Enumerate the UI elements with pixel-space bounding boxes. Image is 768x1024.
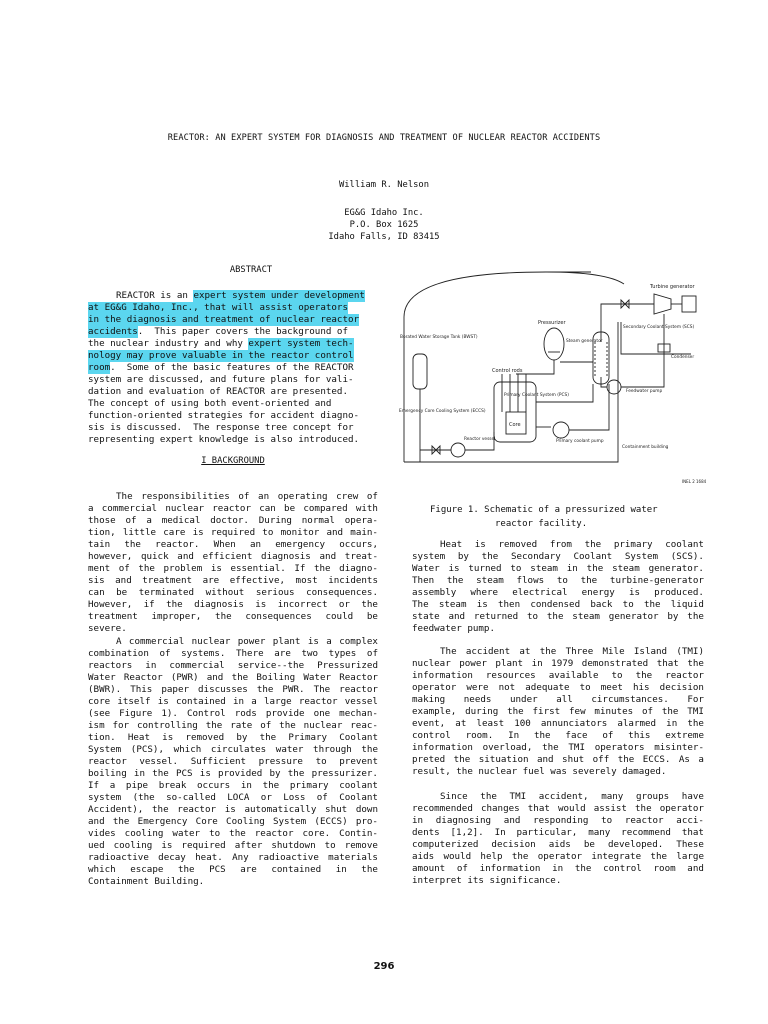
coolant-pump-shape bbox=[553, 422, 569, 438]
text-line: (BWR). This paper discusses the PWR. The reactor bbox=[88, 684, 378, 695]
text-line: However, if the diagnosis is incorrect or the bbox=[88, 599, 378, 610]
text-line: (see Figure 1). Control rods provide one mechan- bbox=[88, 708, 378, 719]
highlighted-text: expert system tech- bbox=[248, 338, 354, 349]
text-line: example, during the first few minutes of the TMI bbox=[412, 706, 704, 717]
text-line: information resources available to the reactor bbox=[412, 670, 704, 681]
highlighted-text: room bbox=[88, 362, 111, 373]
abstract-line bbox=[88, 314, 378, 326]
background-paragraph-2 bbox=[88, 636, 378, 888]
text-line: and the Emergency Core Cooling System (ECCS) pro- bbox=[88, 816, 378, 827]
highlighted-text: nology may prove valuable in the reactor control bbox=[88, 350, 354, 361]
text-line: those of a medical doctor. During normal opera- bbox=[88, 515, 378, 526]
abstract-text: the nuclear industry and why bbox=[88, 338, 249, 349]
text-line: in diagnosing and responding to reactor acci- bbox=[412, 815, 704, 826]
generator-box bbox=[682, 296, 696, 312]
text-line: Then the steam flows to the turbine-generator bbox=[412, 575, 704, 586]
text-line: System (PCS), which circulates water through the bbox=[88, 744, 378, 755]
text-line: ism for controlling the rate of the nuclear reac- bbox=[88, 720, 378, 731]
eccs-pump-shape bbox=[451, 443, 465, 457]
text-line: nuclear power plant in 1979 demonstrated that the bbox=[412, 658, 704, 669]
abstract-text: . Some of the basic features of the REACTOR bbox=[110, 362, 354, 373]
page-number: 296 bbox=[373, 961, 395, 972]
text-line: which escape the PCS are contained in the bbox=[88, 864, 378, 875]
text-line: treatment improper, the consequences could be bbox=[88, 611, 378, 622]
text-line: preted the situation and shut off the ECCS. As a bbox=[412, 754, 704, 765]
label-condenser: Condenser bbox=[671, 355, 695, 360]
right-paragraph-3 bbox=[412, 791, 704, 887]
abstract-line bbox=[88, 338, 378, 350]
affiliation-line: P.O. Box 1625 bbox=[349, 220, 419, 230]
text-line: system by the Secondary Coolant System (SCS). bbox=[412, 551, 704, 562]
highlighted-text: in the diagnosis and treatment of nuclear reactor bbox=[88, 314, 360, 325]
label-reactor-vessel: Reactor vessel bbox=[464, 437, 496, 442]
highlighted-text: at EG&G Idaho, Inc., that will assist operators bbox=[88, 302, 348, 313]
text-line: control room. In the face of this extreme bbox=[412, 730, 704, 741]
right-paragraph-2 bbox=[412, 646, 704, 778]
label-pressurizer: Pressurizer bbox=[538, 320, 566, 326]
figure-caption bbox=[430, 503, 658, 531]
label-turbine-generator: Turbine generator bbox=[650, 284, 695, 290]
bwst-tank-shape bbox=[413, 354, 427, 389]
text-line: making needs under all circumstances. For bbox=[412, 694, 704, 705]
abstract-line bbox=[88, 422, 378, 434]
pwr-schematic bbox=[396, 262, 712, 490]
text-line: tain the reactor. When an emergency occurs, bbox=[88, 539, 378, 550]
abstract-text: . This paper covers the background of bbox=[137, 326, 348, 337]
text-line: however, quick and efficient diagnosis and treat- bbox=[88, 551, 378, 562]
text-line: Water Reactor (PWR) and the Boiling Water Reactor bbox=[88, 672, 378, 683]
abstract-body bbox=[88, 290, 378, 446]
turbine-shape bbox=[654, 294, 671, 314]
right-paragraph-1 bbox=[412, 539, 704, 635]
containment-outline bbox=[404, 272, 624, 462]
text-line: tion, little care is required to monitor and main- bbox=[88, 527, 378, 538]
affiliation bbox=[0, 207, 768, 243]
text-line: interpret its significance. bbox=[412, 875, 562, 886]
text-line: computerized decision aids be developed. These bbox=[412, 839, 704, 850]
abstract-text: sis is discussed. The response tree concept for bbox=[88, 422, 354, 433]
label-core: Core bbox=[509, 422, 521, 428]
text-line: system (the so-called LOCA or Loss of Coolant bbox=[88, 792, 378, 803]
label-control-rods: Control rods bbox=[492, 368, 523, 374]
author-name: William R. Nelson bbox=[338, 180, 430, 190]
text-line: dents [1,2]. In particular, many recommend that bbox=[412, 827, 704, 838]
text-line: Since the TMI accident, many groups have bbox=[440, 791, 704, 802]
figure-caption-line-2: reactor facility. bbox=[495, 519, 588, 529]
text-line: a commercial nuclear reactor can be compared with bbox=[88, 503, 378, 514]
abstract-line bbox=[88, 290, 378, 302]
label-containment-building: Containment building bbox=[622, 445, 669, 450]
text-line: The steam is then condensed back to the liquid bbox=[412, 599, 704, 610]
abstract-text: REACTOR is an bbox=[116, 290, 194, 301]
text-line: combination of systems. There are two types of bbox=[88, 648, 378, 659]
label-feedwater-pump: Feedwater pump bbox=[626, 389, 663, 394]
abstract-line bbox=[88, 362, 378, 374]
figure-caption-line-1: Figure 1. Schematic of a pressurized water bbox=[430, 505, 658, 515]
text-line: tion. Heat is removed by the Primary Coolant bbox=[88, 732, 378, 743]
abstract-line bbox=[88, 398, 378, 410]
abstract-line bbox=[88, 350, 378, 362]
affiliation-line: Idaho Falls, ID 83415 bbox=[328, 232, 440, 242]
text-line: aids would help the operator integrate the large bbox=[412, 851, 704, 862]
paper-title: REACTOR: AN EXPERT SYSTEM FOR DIAGNOSIS AND TREATMENT OF NUCLEAR REACTOR ACCIDENTS bbox=[167, 133, 601, 143]
abstract-text: The concept of using both event-oriented and bbox=[88, 398, 332, 409]
text-line: result, the nuclear fuel was severely damaged. bbox=[412, 766, 667, 777]
text-line: state and returned to the steam generator by the bbox=[412, 611, 704, 622]
abstract-line bbox=[88, 374, 378, 386]
text-line: Accident), the reactor is automatically shut down bbox=[88, 804, 378, 815]
text-line: If a pipe break occurs in the primary coolant bbox=[88, 780, 378, 791]
text-line: sis and treatment are effective, most incidents bbox=[88, 575, 378, 586]
highlighted-text: expert system under development bbox=[193, 290, 365, 301]
text-line: severe. bbox=[88, 623, 127, 634]
text-line: The accident at the Three Mile Island (TMI) bbox=[440, 646, 704, 657]
abstract-text: function-oriented strategies for accident diagno- bbox=[88, 410, 360, 421]
text-line: ment of the problem is essential. If the diagno- bbox=[88, 563, 378, 574]
abstract-text: dation and evaluation of REACTOR are presented. bbox=[88, 386, 348, 397]
label-steam-generator: Steam generator bbox=[566, 339, 603, 344]
text-line: can be terminated without serious consequences. bbox=[88, 587, 378, 598]
text-line: operator were not adequate to meet his decision bbox=[412, 682, 704, 693]
affiliation-line: EG&G Idaho Inc. bbox=[344, 208, 424, 218]
pressurizer-shape bbox=[544, 328, 564, 360]
abstract-line bbox=[88, 302, 378, 314]
section-heading-text: I BACKGROUND bbox=[201, 456, 265, 466]
abstract-text: system are discussed, and future plans for vali- bbox=[88, 374, 354, 385]
text-line: feedwater pump. bbox=[412, 623, 495, 634]
text-line: boiling in the PCS is provided by the pressurizer. bbox=[88, 768, 378, 779]
label-eccs: Emergency Core Cooling System (ECCS) bbox=[399, 409, 486, 414]
pwr-schematic-figure bbox=[396, 262, 712, 490]
text-line: Containment Building. bbox=[88, 876, 205, 887]
text-line: recommended changes that would assist the operator bbox=[412, 803, 704, 814]
highlighted-text: accidents bbox=[88, 326, 138, 337]
background-paragraph-1 bbox=[88, 491, 378, 635]
text-line: reactor vessel. Sufficient pressure to prevent bbox=[88, 756, 378, 767]
text-line: core itself is contained in a large reactor vessel bbox=[88, 696, 378, 707]
label-primary-coolant-pump: Primary coolant pump bbox=[556, 439, 604, 444]
text-line: reactors in commercial service--the Pressurized bbox=[88, 660, 378, 671]
text-line: assembly where electrical energy is produced. bbox=[412, 587, 704, 598]
text-line: event, at least 100 annunciators alarmed in the bbox=[412, 718, 704, 729]
text-line: amount of information in the control room and bbox=[412, 863, 704, 874]
text-line: Heat is removed from the primary coolant bbox=[440, 539, 704, 550]
abstract-line bbox=[88, 410, 378, 422]
abstract-line bbox=[88, 386, 378, 398]
figure-ref-code: INEL 2 1684 bbox=[682, 479, 707, 484]
section-heading bbox=[88, 456, 378, 466]
text-line: A commercial nuclear power plant is a complex bbox=[116, 636, 378, 647]
label-pcs: Primary Coolant System (PCS) bbox=[504, 393, 569, 398]
text-line: vides cooling water to the reactor core. Contin- bbox=[88, 828, 378, 839]
abstract-text: representing expert knowledge is also introduced. bbox=[88, 434, 360, 445]
text-line: The responsibilities of an operating crew of bbox=[116, 491, 378, 502]
text-line: radioactive decay heat. Any radioactive materials bbox=[88, 852, 378, 863]
text-line: Water is turned to steam in the steam generator. bbox=[412, 563, 704, 574]
label-scs: Secondary Coolant System (SCS) bbox=[623, 325, 695, 330]
abstract-line bbox=[88, 326, 378, 338]
abstract-line bbox=[88, 434, 378, 446]
text-line: ued cooling is required after shutdown to remove bbox=[88, 840, 378, 851]
abstract-heading: ABSTRACT bbox=[229, 265, 273, 275]
text-line: information overload, the TMI operators misinter- bbox=[412, 742, 704, 753]
label-bwst: Borated Water Storage Tank (BWST) bbox=[400, 335, 478, 340]
